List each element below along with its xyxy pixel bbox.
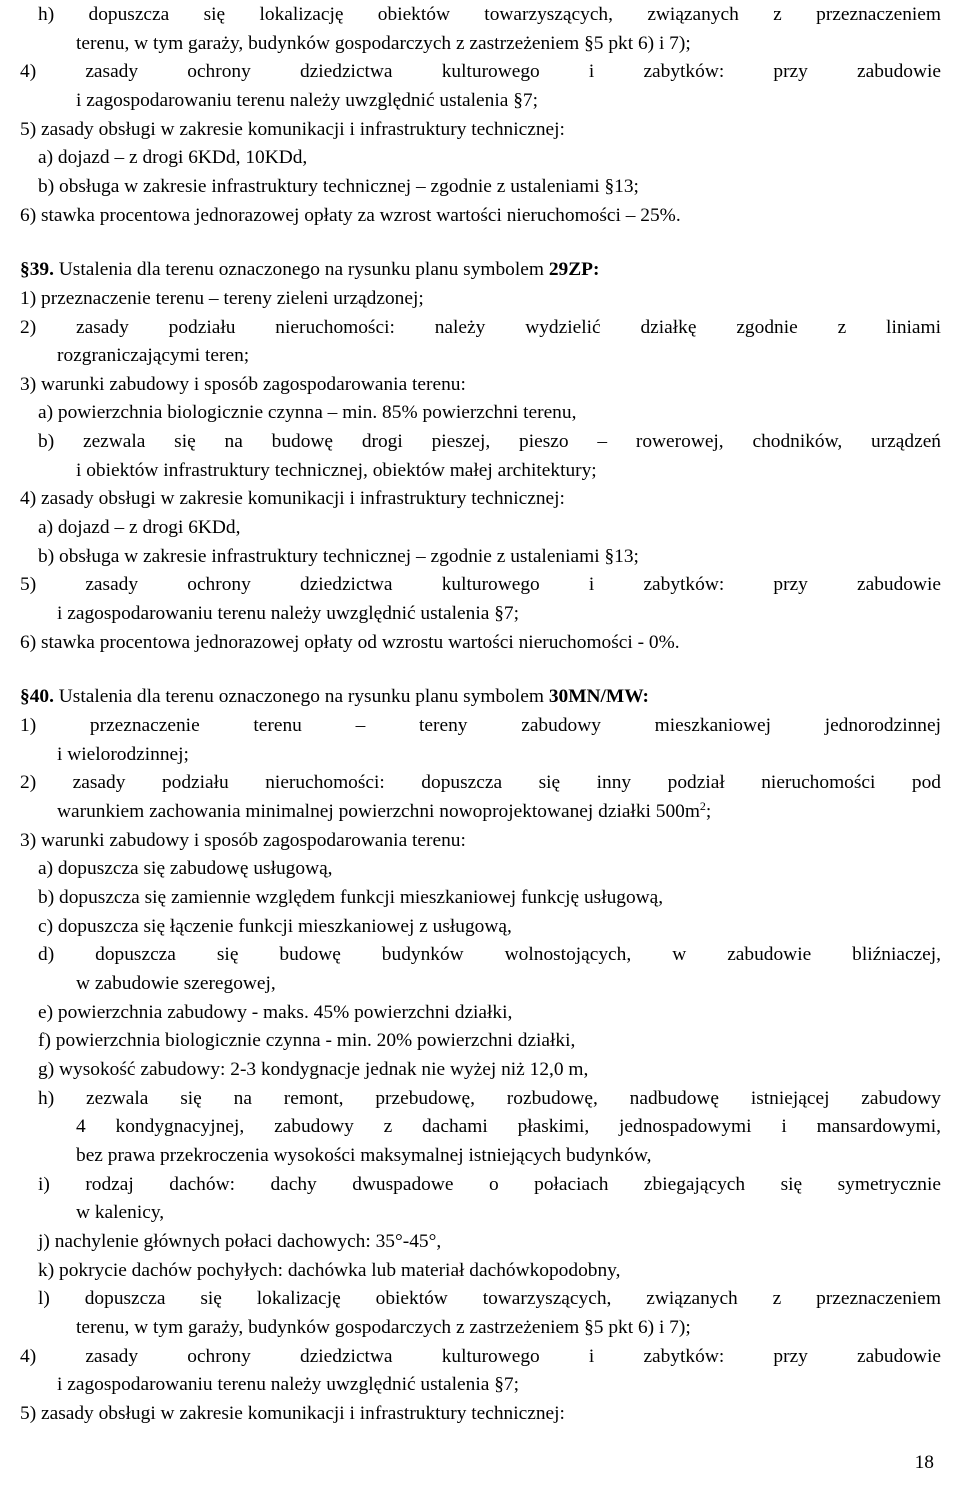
list-item: 1) przeznaczenie terenu – tereny zabudowy mieszkaniowej jednorodzinnej	[20, 715, 941, 736]
list-item: b) obsługa w zakresie infrastruktury technicznej – zgodnie z ustaleniami §13;	[38, 546, 639, 567]
section-text: Ustalenia dla terenu oznaczonego na rysunku planu symbolem	[58, 686, 544, 707]
list-item: j) nachylenie głównych połaci dachowych: 35°-45°,	[38, 1231, 442, 1252]
list-item: a) powierzchnia biologicznie czynna – min. 85% powierzchni terenu,	[38, 402, 577, 423]
list-item-continuation: i zagospodarowaniu terenu należy uwzględnić ustalenia §7;	[57, 1374, 519, 1395]
list-item-continuation: i obiektów infrastruktury technicznej, obiektów małej architektury;	[76, 460, 597, 481]
section-number: §39.	[20, 259, 54, 280]
list-item: c) dopuszcza się łączenie funkcji mieszkaniowej z usługową,	[38, 916, 512, 937]
list-item-continuation: w kalenicy,	[76, 1202, 165, 1223]
list-item: 5) zasady ochrony dziedzictwa kulturowego i zabytków: przy zabudowie	[20, 574, 941, 595]
list-item: a) dojazd – z drogi 6KDd, 10KDd,	[38, 147, 308, 168]
list-item: 6) stawka procentowa jednorazowej opłaty od wzrostu wartości nieruchomości - 0%.	[20, 632, 680, 653]
section-heading-39	[20, 255, 599, 285]
list-item: h) zezwala się na remont, przebudowę, rozbudowę, nadbudowę istniejącej zabudowy	[38, 1088, 941, 1109]
list-item: 4) zasady ochrony dziedzictwa kulturowego i zabytków: przy zabudowie	[20, 61, 941, 82]
list-item: d) dopuszcza się budowę budynków wolnostojących, w zabudowie bliźniaczej,	[38, 944, 941, 965]
list-item: 1) przeznaczenie terenu – tereny zieleni urządzonej;	[20, 288, 424, 309]
list-item: f) powierzchnia biologicznie czynna - min. 20% powierzchni działki,	[38, 1030, 576, 1051]
list-item: 2) zasady podziału nieruchomości: dopuszcza się inny podział nieruchomości pod	[20, 772, 941, 793]
list-item: 2) zasady podziału nieruchomości: należy wydzielić działkę zgodnie z liniami	[20, 317, 941, 338]
list-item-continuation: i wielorodzinnej;	[57, 744, 189, 765]
list-item: 4) zasady ochrony dziedzictwa kulturowego i zabytków: przy zabudowie	[20, 1346, 941, 1367]
list-item: h) dopuszcza się lokalizację obiektów towarzyszących, związanych z przeznaczeniem	[38, 4, 941, 25]
section-symbol: 30MN/MW:	[548, 686, 649, 707]
list-item: 3) warunki zabudowy i sposób zagospodarowania terenu:	[20, 830, 466, 851]
list-item: b) dopuszcza się zamiennie względem funkcji mieszkaniowej funkcję usługową,	[38, 887, 664, 908]
list-item: e) powierzchnia zabudowy - maks. 45% powierzchni działki,	[38, 1002, 513, 1023]
list-item: 5) zasady obsługi w zakresie komunikacji i infrastruktury technicznej:	[20, 119, 565, 140]
list-item: 5) zasady obsługi w zakresie komunikacji i infrastruktury technicznej:	[20, 1403, 565, 1424]
superscript: 2	[699, 799, 706, 813]
section-symbol: 29ZP:	[548, 259, 600, 280]
list-item: g) wysokość zabudowy: 2-3 kondygnacje jednak nie wyżej niż 12,0 m,	[38, 1059, 589, 1080]
list-item-continuation: i zagospodarowaniu terenu należy uwzględnić ustalenia §7;	[57, 603, 519, 624]
list-item-continuation: rozgraniczającymi teren;	[57, 345, 250, 366]
list-item-continuation: bez prawa przekroczenia wysokości maksymalnej istniejących budynków,	[76, 1145, 652, 1166]
page-number: 18	[914, 1452, 934, 1473]
list-item-continuation: w zabudowie szeregowej,	[76, 973, 276, 994]
section-heading-40	[20, 682, 649, 712]
list-item: a) dopuszcza się zabudowę usługową,	[38, 858, 333, 879]
list-item: 6) stawka procentowa jednorazowej opłaty za wzrost wartości nieruchomości – 25%.	[20, 205, 681, 226]
list-item: 4) zasady obsługi w zakresie komunikacji i infrastruktury technicznej:	[20, 488, 565, 509]
list-item: b) zezwala się na budowę drogi pieszej, pieszo – rowerowej, chodników, urządzeń	[38, 431, 941, 452]
section-text: Ustalenia dla terenu oznaczonego na rysunku planu symbolem	[58, 259, 544, 280]
list-item-continuation: terenu, w tym garaży, budynków gospodarczych z zastrzeżeniem §5 pkt 6) i 7);	[76, 33, 691, 54]
section-number: §40.	[20, 686, 54, 707]
list-item: i) rodzaj dachów: dachy dwuspadowe o połaciach zbiegających się symetrycznie	[38, 1174, 941, 1195]
list-item-continuation: 4 kondygnacyjnej, zabudowy z dachami płaskimi, jednospadowymi i mansardowymi,	[76, 1116, 941, 1137]
list-item: a) dojazd – z drogi 6KDd,	[38, 517, 241, 538]
list-item: b) obsługa w zakresie infrastruktury technicznej – zgodnie z ustaleniami §13;	[38, 176, 639, 197]
list-item: k) pokrycie dachów pochyłych: dachówka lub materiał dachówkopodobny,	[38, 1260, 621, 1281]
list-item-continuation: warunkiem zachowania minimalnej powierzchni nowoprojektowanej działki $500m^2$;	[57, 799, 712, 822]
list-item-continuation: i zagospodarowaniu terenu należy uwzględnić ustalenia §7;	[76, 90, 538, 111]
list-item: l) dopuszcza się lokalizację obiektów towarzyszących, związanych z przeznaczeniem	[38, 1288, 941, 1309]
list-item: 3) warunki zabudowy i sposób zagospodarowania terenu:	[20, 374, 466, 395]
list-item-continuation: terenu, w tym garaży, budynków gospodarczych z zastrzeżeniem §5 pkt 6) i 7);	[76, 1317, 691, 1338]
